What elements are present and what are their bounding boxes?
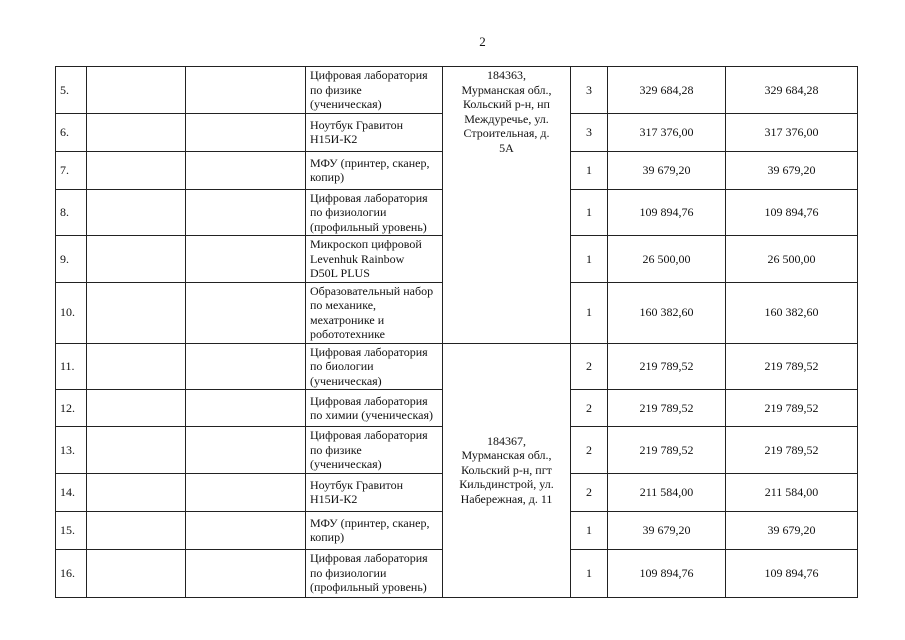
unit-price [608,390,726,427]
empty-cell-b [186,390,306,427]
item-name [306,236,443,283]
unit-price [608,511,726,549]
empty-cell-b [186,189,306,236]
empty-cell-b [186,113,306,151]
empty-cell-a [87,473,186,511]
item-name [306,189,443,236]
unit-price [608,189,726,236]
table-row [56,343,858,390]
quantity-text: 3 [586,124,592,139]
quantity-text: 2 [586,484,592,499]
item-name-text: Цифровая лаборатория по физиологии (профильный уровень) [310,190,428,234]
equipment-table [55,66,858,598]
item-name-text: Образовательный набор по механике, мехатронике и робототехнике [310,283,434,341]
quantity [571,343,608,390]
quantity-text: 1 [586,205,592,219]
empty-cell-a [87,390,186,427]
total-price [726,427,858,474]
row-number-text: 11. [60,359,75,373]
total-price-text: 109 894,76 [764,205,819,219]
unit-price-text: 109 894,76 [639,205,694,219]
row-number-text: 12. [60,400,75,415]
empty-cell-b [186,549,306,597]
unit-price-text: 39 679,20 [642,522,691,537]
unit-price [608,67,726,114]
page-number: 2 [479,34,486,49]
empty-cell-a [87,113,186,151]
unit-price-text: 160 382,60 [639,305,694,320]
row-number [56,343,87,390]
quantity [571,282,608,343]
total-price-text: 219 789,52 [764,442,819,457]
quantity [571,236,608,283]
quantity [571,151,608,189]
quantity-text: 1 [586,162,592,177]
total-price [726,236,858,283]
empty-cell-b [186,511,306,549]
row-number-text: 9. [60,251,69,266]
row-number [56,473,87,511]
empty-cell-a [87,67,186,114]
item-name-text: Цифровая лаборатория по физиологии (профильный уровень) [310,551,428,595]
empty-cell-b [186,151,306,189]
row-number-text: 5. [60,82,69,97]
row-number-text: 14. [60,484,75,499]
row-number-text: 13. [60,442,75,457]
quantity [571,427,608,474]
row-number [56,189,87,236]
quantity-text: 2 [586,359,592,373]
total-price-text: 219 789,52 [764,359,819,373]
total-price-text: 160 382,60 [764,305,819,320]
total-price-text: 317 376,00 [764,124,819,139]
empty-cell-b [186,67,306,114]
item-name [306,473,443,511]
row-number [56,113,87,151]
row-number-text: 8. [60,205,69,219]
item-name-text: Цифровая лаборатория по физике (ученическая) [310,428,428,471]
quantity-text: 1 [586,522,592,537]
unit-price-text: 219 789,52 [639,400,694,415]
unit-price-text: 26 500,00 [642,251,691,266]
total-price-text: 39 679,20 [767,522,816,537]
delivery-address [443,343,571,597]
item-name-text: МФУ (принтер, сканер, копир) [310,515,430,544]
item-name [306,390,443,427]
unit-price [608,427,726,474]
total-price [726,549,858,597]
quantity-text: 1 [586,305,592,320]
quantity [571,67,608,114]
delivery-address [443,67,571,344]
row-number-text: 15. [60,522,75,537]
quantity [571,549,608,597]
row-number-text: 16. [60,565,75,580]
unit-price-text: 219 789,52 [639,442,694,457]
total-price-text: 211 584,00 [764,484,819,499]
empty-cell-b [186,236,306,283]
quantity-text: 2 [586,442,592,457]
unit-price [608,473,726,511]
unit-price [608,343,726,390]
empty-cell-a [87,189,186,236]
total-price-text: 219 789,52 [764,400,819,415]
unit-price-text: 39 679,20 [642,162,691,177]
total-price [726,390,858,427]
item-name [306,282,443,343]
quantity-text: 1 [586,565,592,580]
item-name [306,343,443,390]
item-name-text: Цифровая лаборатория по химии (ученическая) [310,393,433,422]
empty-cell-a [87,511,186,549]
table-row [56,67,858,114]
empty-cell-a [87,427,186,474]
empty-cell-a [87,236,186,283]
row-number [56,282,87,343]
quantity-text: 2 [586,400,592,415]
item-name-text: Ноутбук Гравитон Н15И-К2 [310,477,404,506]
empty-cell-a [87,282,186,343]
unit-price-text: 317 376,00 [639,124,694,139]
unit-price-text: 329 684,28 [639,82,694,97]
item-name-text: Цифровая лаборатория по биологии (ученическая) [310,344,428,388]
item-name [306,113,443,151]
quantity [571,473,608,511]
quantity-text: 1 [586,251,592,266]
row-number [56,151,87,189]
total-price [726,67,858,114]
row-number [56,390,87,427]
item-name [306,511,443,549]
empty-cell-b [186,343,306,390]
row-number [56,67,87,114]
total-price-text: 39 679,20 [767,162,816,177]
delivery-address-text: 184367, Мурманская обл., Кольский р-н, пгт Кильдинстрой, ул. Набережная, д. 11 [459,433,554,506]
total-price-text: 109 894,76 [764,565,819,580]
row-number [56,549,87,597]
item-name-text: МФУ (принтер, сканер, копир) [310,155,430,184]
empty-cell-b [186,282,306,343]
empty-cell-a [87,549,186,597]
quantity [571,113,608,151]
empty-cell-b [186,473,306,511]
total-price [726,151,858,189]
row-number [56,511,87,549]
item-name [306,549,443,597]
row-number-text: 6. [60,124,69,139]
item-name-text: Микроскоп цифровой Levenhuk Rainbow D50L PLUS [310,237,422,280]
total-price [726,113,858,151]
empty-cell-a [87,151,186,189]
row-number [56,236,87,283]
item-name-text: Цифровая лаборатория по физике (ученическая) [310,68,428,111]
total-price [726,189,858,236]
total-price-text: 26 500,00 [767,251,816,266]
unit-price [608,236,726,283]
item-name [306,427,443,474]
empty-cell-a [87,343,186,390]
unit-price-text: 109 894,76 [639,565,694,580]
unit-price [608,113,726,151]
total-price-text: 329 684,28 [764,82,819,97]
quantity [571,189,608,236]
unit-price-text: 211 584,00 [639,484,694,499]
total-price [726,282,858,343]
total-price [726,511,858,549]
item-name [306,67,443,114]
row-number-text: 7. [60,162,69,177]
quantity [571,390,608,427]
total-price [726,473,858,511]
item-name [306,151,443,189]
quantity [571,511,608,549]
quantity-text: 3 [586,82,592,97]
delivery-address-text: 184363, Мурманская обл., Кольский р-н, нп Междуречье, ул. Строительная, д. 5А [461,68,552,155]
total-price [726,343,858,390]
empty-cell-b [186,427,306,474]
unit-price [608,549,726,597]
unit-price [608,151,726,189]
unit-price [608,282,726,343]
unit-price-text: 219 789,52 [639,359,694,373]
row-number-text: 10. [60,305,75,320]
item-name-text: Ноутбук Гравитон Н15И-К2 [310,117,404,146]
row-number [56,427,87,474]
